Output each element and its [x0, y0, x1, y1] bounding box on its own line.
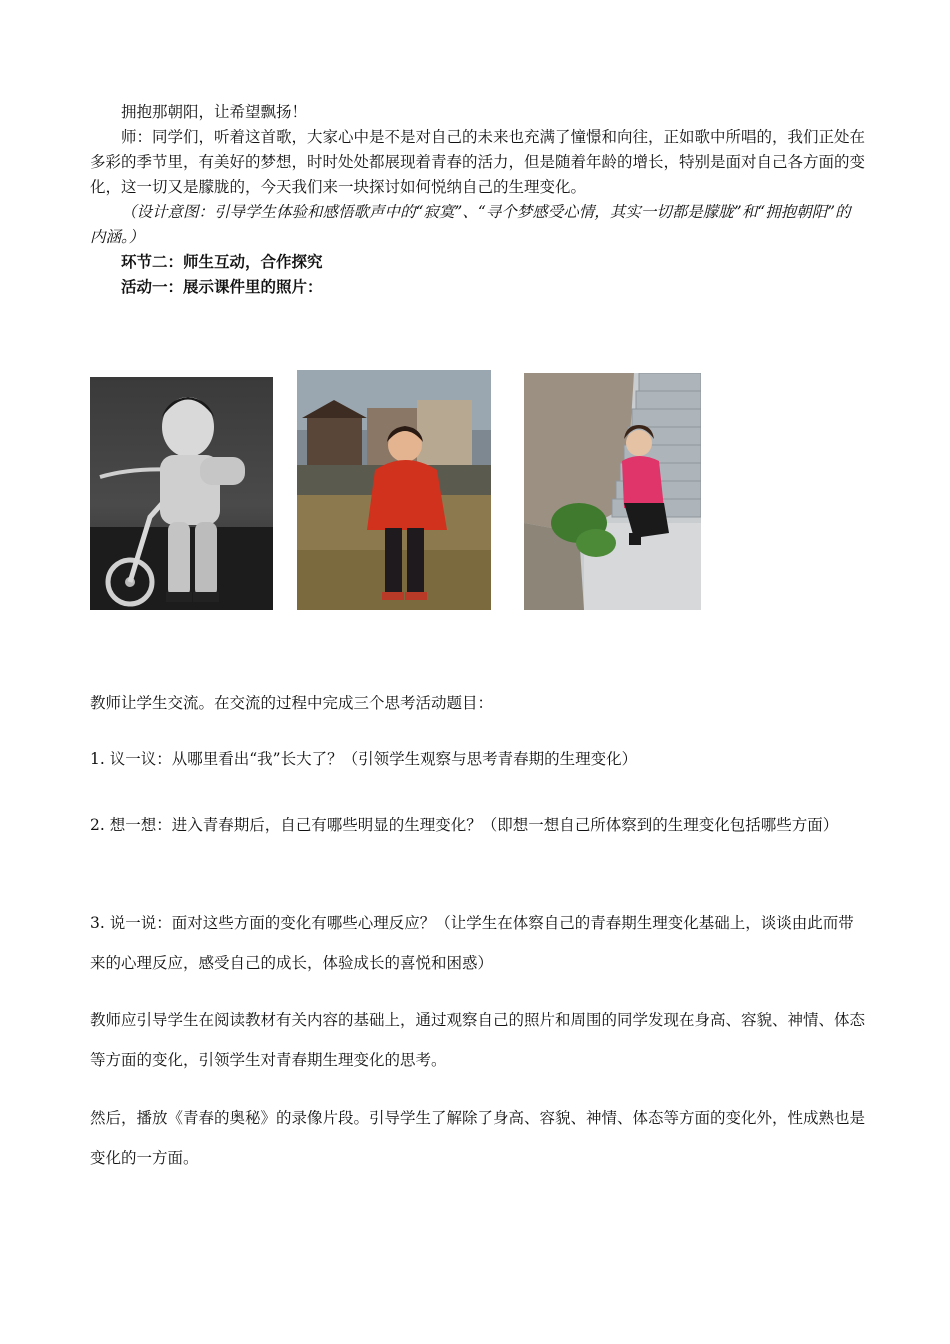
photo-toddler-tricycle — [90, 377, 273, 610]
activity-heading: 活动一：展示课件里的照片： — [121, 278, 323, 296]
design-intent-note: （设计意图：引导学生体验和感悟歌声中的“寂寞”、“寻个梦感受心情，其实一切都是朦胧”和“拥抱朝阳”的内涵。） — [90, 203, 851, 246]
question-2: 2. 想一想：进入青春期后，自己有哪些明显的生理变化？（即想一想自己所体察到的生理变化包括哪些方面） — [90, 816, 839, 834]
teacher-guide-paragraph: 教师应引导学生在阅读教材有关内容的基础上，通过观察自己的照片和周围的同学发现在身高、容貌、神情、体态等方面的变化，引领学生对青春期生理变化的思考。 — [90, 1011, 866, 1069]
section-heading: 环节二：师生互动，合作探究 — [121, 253, 323, 271]
photo-woman-stairs-image — [524, 373, 701, 610]
teacher-intro-paragraph: 师：同学们，听着这首歌，大家心中是不是对自己的未来也充满了憧憬和向往，正如歌中所唱的，我们正处在多彩的季节里，有美好的梦想，时时处处都展现着青春的活力，但是随着年龄的增长，特别是面对自己各方面的变化，这一切又是朦胧的，今天我们来一块探讨如何悦纳自己的生理变化。 — [90, 128, 866, 196]
teacher-exchange-paragraph: 教师让学生交流。在交流的过程中完成三个思考活动题目： — [90, 694, 494, 712]
video-paragraph: 然后，播放《青春的奥秘》的录像片段。引导学生了解除了身高、容貌、神情、体态等方面的变化外，性成熟也是变化的一方面。 — [90, 1109, 866, 1167]
question-1: 1. 议一议：从哪里看出“我”长大了？（引领学生观察与思考青春期的生理变化） — [90, 750, 638, 768]
lyric-line: 拥抱那朝阳，让希望飘扬！ — [121, 103, 308, 121]
photo-toddler-tricycle-image — [90, 377, 273, 610]
photo-child-red-coat — [297, 370, 491, 610]
photo-child-red-coat-image — [297, 370, 491, 610]
question-3: 3. 说一说：面对这些方面的变化有哪些心理反应？（让学生在体察自己的青春期生理变化基础上，谈谈由此而带来的心理反应，感受自己的成长，体验成长的喜悦和困惑） — [90, 914, 854, 972]
photo-woman-stairs — [524, 373, 701, 610]
